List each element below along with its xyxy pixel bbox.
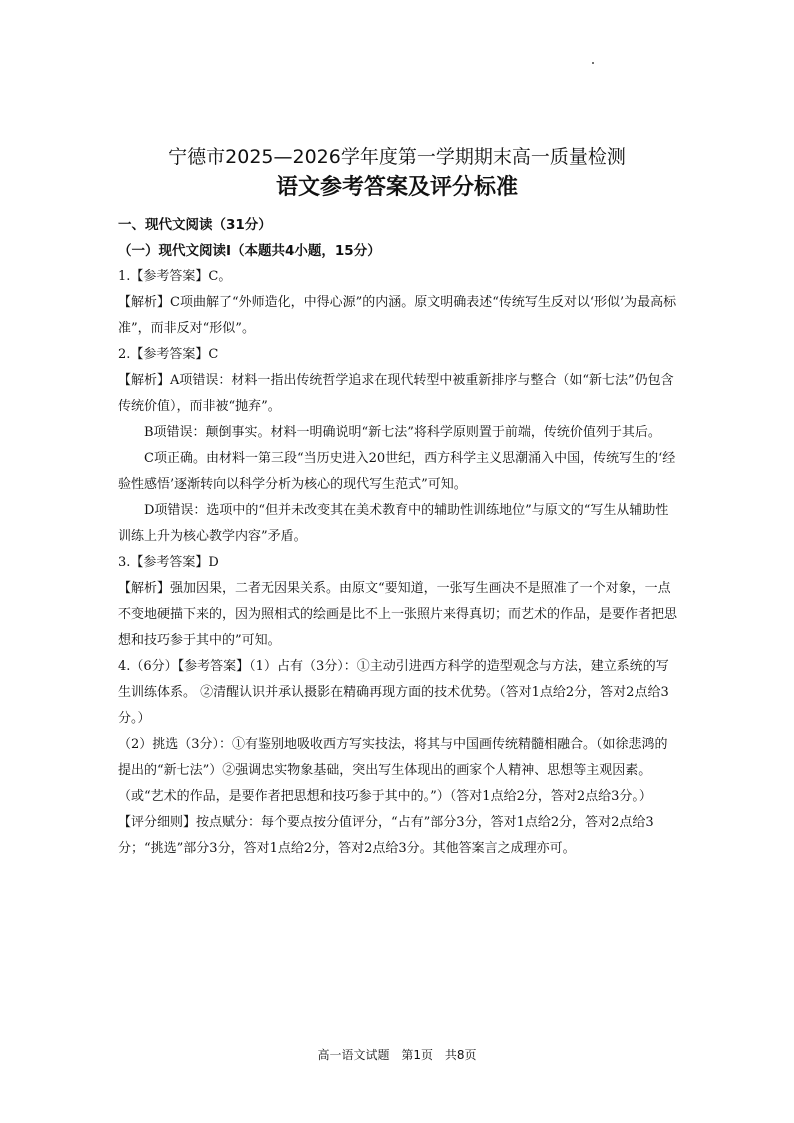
document-subtitle: 语文参考答案及评分标准 [275,175,518,200]
q4-part1: 4.（6分）【参考答案】（1）占有（3分）：①主动引进西方科学的造型观念与方法，建立系统的写生训练体系。 ②清醒认识并承认摄影在精确再现方面的技术优势。（答对1点给2分，答对2点给3分。） [118,659,669,726]
q2-analysis-c: C项正确。由材料一第三段“当历史进入20世纪，西方科学主义思潮涌入中国，传统写生的‘经验性感悟’逐渐转向以科学分析为核心的现代写生范式”可知。 [118,451,676,492]
footer-exam-name: 高一语文试题 [317,1048,390,1062]
section-heading: 一、现代文阅读（31分） [118,217,272,233]
q2-analysis-d: D项错误：选项中的“但并未改变其在美术教育中的辅助性训练地位”与原文的“写生从辅助性训练上升为核心教学内容”矛盾。 [118,503,669,544]
q4-scoring: 【评分细则】按点赋分：每个要点按分值评分，“占有”部分3分，答对1点给2分，答对2点给3分；“挑选”部分3分，答对1点给2分，答对2点给3分。其他答案言之成理亦可。 [118,815,654,856]
q1-answer: 1.【参考答案】C。 [118,269,232,284]
subsection-heading: （一）现代文阅读Ⅰ（本题共4小题，15分） [118,243,381,259]
footer-page-number: 第1页 [401,1048,433,1062]
q3-answer: 3.【参考答案】D [118,555,219,570]
page-footer [0,1046,794,1063]
q3-analysis: 【解析】强加因果，二者无因果关系。由原文“要知道，一张写生画决不是照准了一个对象，一点不变地硬描下来的，因为照相式的绘画是比不上一张照片来得真切；而艺术的作品，是要作者把思想和技巧参于其中的”可知。 [118,581,678,648]
q1-analysis: 【解析】C项曲解了“外师造化，中得心源”的内涵。原文明确表述“传统写生反对以‘形似’为最高标准”，而非反对“形似”。 [118,295,677,336]
q2-analysis-a: 【解析】A项错误：材料一指出传统哲学追求在现代转型中被重新排序与整合（如“新七法”仍包含传统价值），而非被“抛弃”。 [118,373,674,414]
answer-content [118,212,678,862]
footer-total-pages: 共8页 [444,1048,477,1062]
q4-part2: （2）挑选（3分）：①有鉴别地吸收西方写实技法，将其与中国画传统精髓相融合。（如徐悲鸿的提出的“新七法”）②强调忠实物象基础，突出写生体现出的画家个人精神、思想等主观因素。（或“艺术的作品，是要作者把思想和技巧参于其中的。”）（答对1点给2分，答对2点给3分。） [118,737,668,804]
q2-analysis-b: B项错误：颠倒事实。材料一明确说明“新七法”将科学原则置于前端，传统价值列于其后。 [144,425,661,440]
document-title: 宁德市2025—2026学年度第一学期期末高一质量检测 [168,146,626,168]
speck-mark [592,62,594,64]
q2-answer: 2.【参考答案】C [118,347,219,362]
